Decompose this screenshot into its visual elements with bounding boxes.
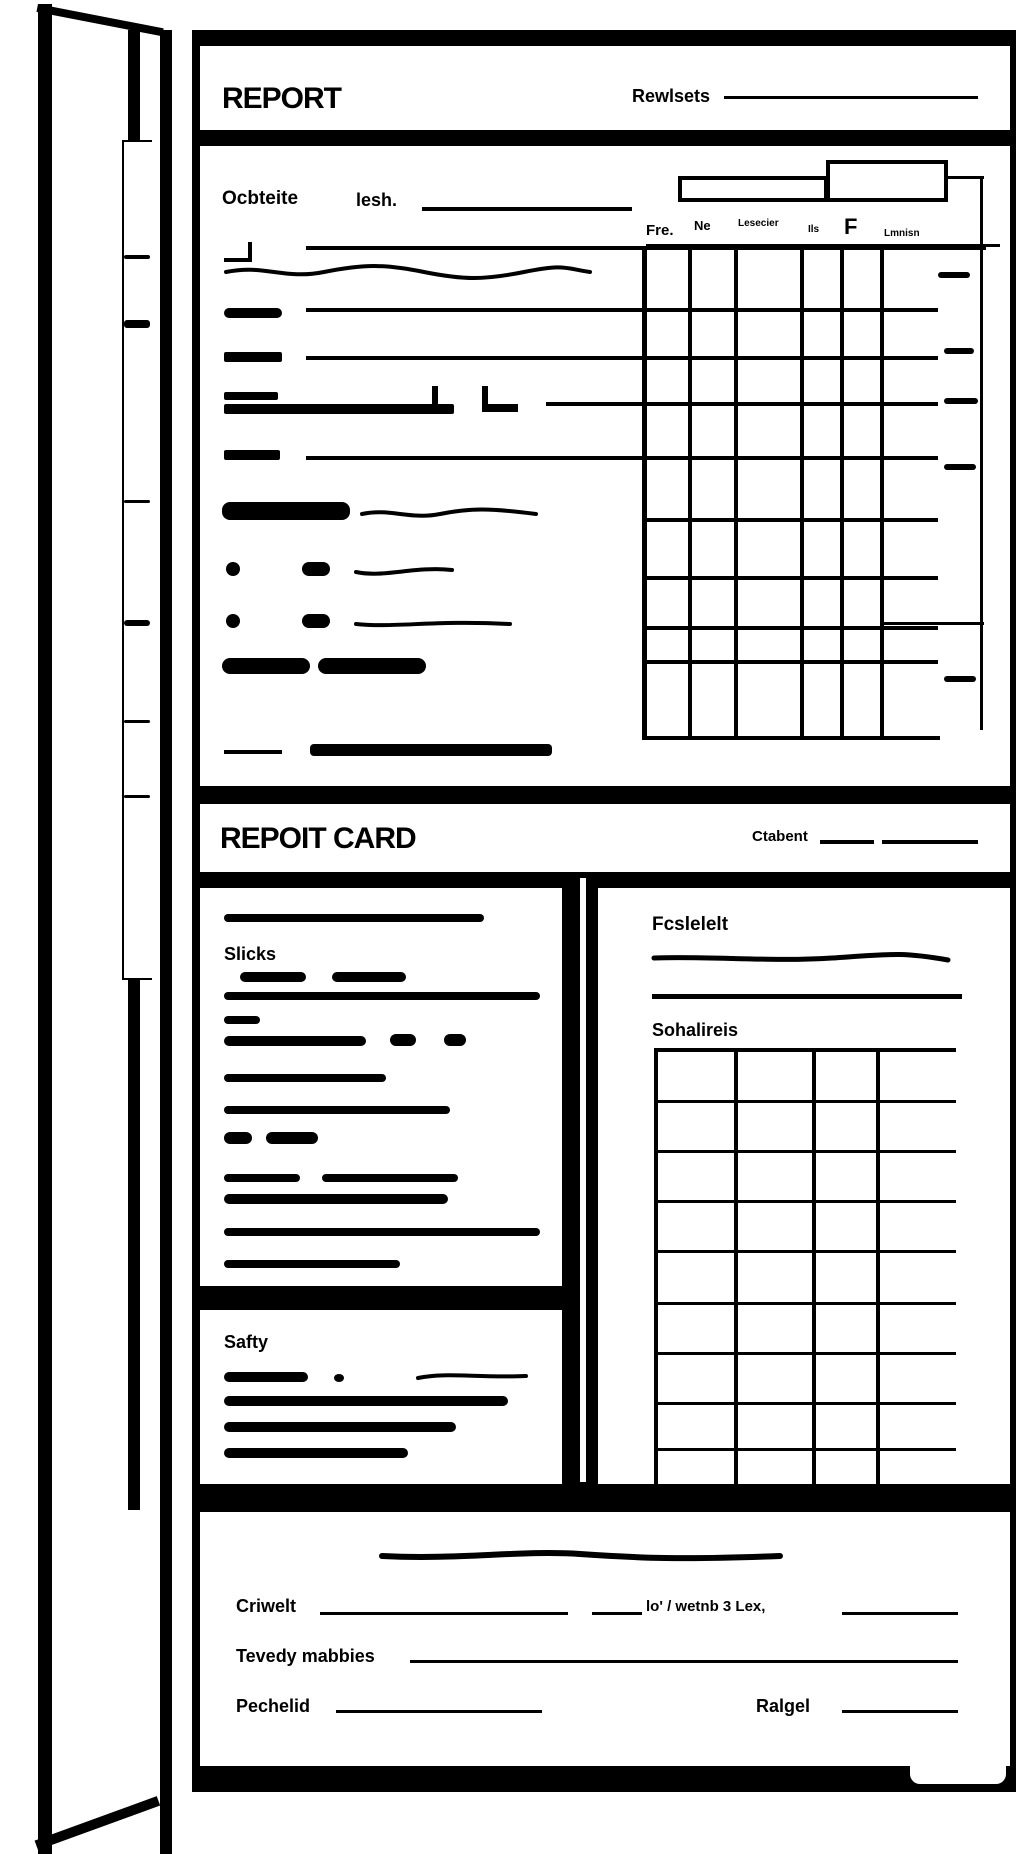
bullet-label xyxy=(302,562,330,576)
bullet xyxy=(226,562,240,576)
grid-line xyxy=(980,176,983,730)
bottom-tab xyxy=(910,1764,1006,1784)
card-line xyxy=(224,1372,308,1382)
grid-line xyxy=(654,1302,956,1305)
row-label xyxy=(318,658,426,674)
footer-line xyxy=(592,1612,642,1615)
row-label xyxy=(222,658,310,674)
bullet xyxy=(226,614,240,628)
grid-line xyxy=(688,250,692,740)
table-header-cell: Fre. xyxy=(646,222,674,239)
grid-tick xyxy=(938,272,970,278)
row-label xyxy=(224,450,280,460)
left-card-label: Slicks xyxy=(224,944,277,964)
footer-line xyxy=(842,1612,958,1615)
row-scribble xyxy=(354,616,514,632)
row-label xyxy=(224,404,454,414)
grid-line xyxy=(800,250,804,740)
row-marker xyxy=(482,404,518,412)
grid-line xyxy=(642,308,938,312)
grid-line xyxy=(642,518,938,522)
grid-line xyxy=(642,356,938,360)
footer-line xyxy=(410,1660,958,1663)
table-header-box-3 xyxy=(948,176,984,179)
card-line xyxy=(224,1016,260,1024)
report-title: REPORT xyxy=(222,82,342,115)
grid-tick xyxy=(944,348,974,354)
card-line xyxy=(224,1228,540,1236)
card-line xyxy=(240,972,306,982)
report-card-right-label: Ctabent xyxy=(752,828,808,845)
card-line xyxy=(224,1132,252,1144)
grid-line xyxy=(654,1048,658,1484)
grid-line xyxy=(812,1048,816,1484)
card-line xyxy=(266,1132,318,1144)
card-line xyxy=(224,1396,508,1406)
table-header-cell: F xyxy=(844,214,858,239)
row-line xyxy=(306,456,642,460)
row-line xyxy=(306,356,642,360)
footer-long-bar xyxy=(310,744,552,756)
grid-line xyxy=(876,1048,880,1484)
table-header-cell: Ne xyxy=(694,218,711,233)
table-header-cell: Lmnisn xyxy=(884,228,920,239)
row-marker xyxy=(432,386,438,412)
card-line xyxy=(224,1448,408,1458)
right-card-title: Fcslelelt xyxy=(652,914,729,935)
side-tab-mark xyxy=(124,320,150,328)
row-scribble xyxy=(360,506,540,522)
safety-card-label: Safty xyxy=(224,1332,269,1352)
grid-line xyxy=(654,1250,956,1253)
report-card-line xyxy=(820,840,874,844)
footer-line xyxy=(842,1710,958,1713)
row-marker xyxy=(248,242,252,262)
footer-panel xyxy=(200,1512,1010,1766)
table-header-box-1 xyxy=(678,176,828,202)
card-line xyxy=(224,1194,448,1204)
left-card-panel xyxy=(200,888,562,1286)
binder-top-edge xyxy=(36,4,163,36)
card-line xyxy=(322,1174,458,1182)
side-tab-strip xyxy=(122,140,152,980)
grid-line xyxy=(642,250,647,740)
footer-short-line xyxy=(224,750,282,754)
grid-line xyxy=(654,1448,956,1451)
side-tab-mark xyxy=(124,255,150,259)
side-tab-mark xyxy=(124,720,150,723)
card-line xyxy=(224,914,484,922)
card-line xyxy=(224,1074,386,1082)
grid-tick xyxy=(944,398,978,404)
side-tab-mark xyxy=(124,500,150,503)
card-divider-gap xyxy=(580,878,586,1482)
table-header-box-2 xyxy=(826,160,948,202)
binder-bottom-edge xyxy=(35,1796,161,1850)
grid-line xyxy=(642,402,938,406)
binder-edge xyxy=(160,30,172,1854)
row-line xyxy=(546,402,642,406)
right-card-scribble xyxy=(652,950,952,966)
field-label-date: Ocbteite xyxy=(222,188,299,209)
card-line xyxy=(224,1036,366,1046)
field-label-name: lesh. xyxy=(356,190,398,210)
grid-line xyxy=(654,1402,956,1405)
bullet-label xyxy=(302,614,330,628)
right-card-panel xyxy=(598,888,1010,1484)
report-card-line xyxy=(882,840,978,844)
row-scribble xyxy=(224,262,594,282)
row-label xyxy=(222,502,350,520)
card-line xyxy=(224,1260,400,1268)
grid-line xyxy=(840,250,844,740)
row-line xyxy=(306,308,642,312)
row-scribble xyxy=(354,562,456,578)
grid-line xyxy=(734,250,738,740)
footer-label-3: Pechelid xyxy=(236,1696,311,1716)
card-scribble xyxy=(416,1370,530,1384)
top-section-panel xyxy=(200,146,1010,786)
grid-line xyxy=(654,1200,956,1203)
grid-line xyxy=(654,1352,956,1355)
grid-line xyxy=(654,1048,956,1052)
grid-line xyxy=(654,1100,956,1103)
side-tab-mark xyxy=(124,620,150,626)
footer-line xyxy=(320,1612,568,1615)
header-right-line xyxy=(724,96,978,99)
grid-line xyxy=(642,660,938,664)
grid-line xyxy=(884,622,984,625)
safety-card-panel xyxy=(200,1310,562,1484)
report-card-title: REPOIT CARD xyxy=(220,822,416,855)
row-label xyxy=(224,308,282,318)
binder-outer-spine xyxy=(38,4,52,1854)
grid-line xyxy=(642,576,938,580)
field-name-line xyxy=(422,207,632,211)
card-line xyxy=(390,1034,416,1046)
header-panel xyxy=(200,46,1010,130)
table-header-cell: Ils xyxy=(808,224,820,235)
grid-line xyxy=(654,1150,956,1153)
right-card-line xyxy=(652,994,962,999)
card-line xyxy=(224,1422,456,1432)
grid-line xyxy=(642,626,938,630)
grid-tick xyxy=(944,464,976,470)
table-header-cell: Lesecier xyxy=(738,218,779,229)
header-right-label: Rewlsets xyxy=(632,86,711,106)
card-line xyxy=(224,992,540,1000)
footer-label-2: Tevedy mabbies xyxy=(236,1646,375,1666)
card-line xyxy=(224,1106,450,1114)
card-line xyxy=(332,972,406,982)
footer-right-label: Ralgel xyxy=(756,1696,811,1716)
card-line xyxy=(444,1034,466,1046)
grid-tick xyxy=(944,676,976,682)
grid-line xyxy=(880,250,884,740)
grid-line xyxy=(642,736,940,740)
row-label xyxy=(224,352,282,362)
footer-middle-text: lo' / wetnb 3 Lex, xyxy=(646,1598,766,1615)
grid-line xyxy=(734,1048,738,1484)
side-tab-mark xyxy=(124,795,150,798)
row-label xyxy=(224,392,278,400)
card-line xyxy=(224,1174,300,1182)
footer-signature xyxy=(380,1546,784,1566)
right-card-subtitle: Sohalireis xyxy=(652,1020,739,1040)
grid-line xyxy=(642,456,938,460)
card-dot xyxy=(334,1374,344,1382)
footer-label-1: Criwelt xyxy=(236,1596,297,1616)
report-card-header xyxy=(200,804,1010,872)
footer-line xyxy=(336,1710,542,1713)
